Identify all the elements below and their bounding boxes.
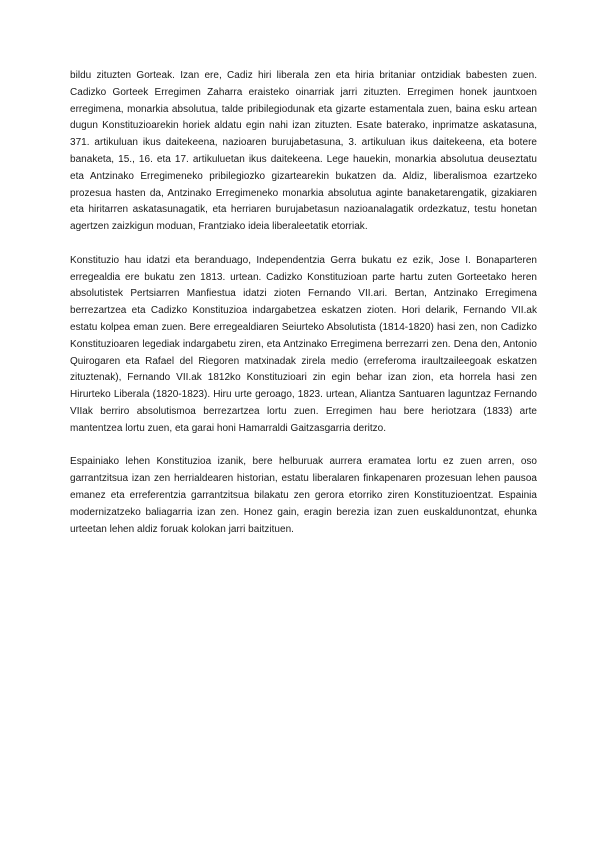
paragraph-1: bildu zituzten Gorteak. Izan ere, Cadiz hiri liberala zen eta hiria britaniar ontzidiak babesten zuen. Cadizko Gorteek Erregimen Zaharra eraisteko oinarriak jarri zituzten. Erregimen honek jauntxoen erregimena, monarkia absolutua, talde pribilegiodunak eta gizarte estamentala zuen, baina esku artean dugun Konstituzioarekin horiek aldatu egin nahi izan zituzten. Esate baterako, inprimatze askatasuna, 371. artikuluan ikus daitekeena, nazioaren burujabetasuna, 3. artikuluan ikus daitekeena, eta botere banaketa, 15., 16. eta 17. artikuluetan ikus daitekeena. Lege hauekin, monarkia absolutua deuseztatu eta Antzinako Erregimeneko pribilegiozko gizartearekin bukatzen da. Aldiz, liberalismoa ezartzeko prozesua hasten da, Antzinako Erregimeneko monarkia absolutua aginte banaketarengatik, gizakiaren eta hiritarren askatasunagatik, eta herriaren burujabetasun nazioanalagatik ordezkatuz, testu honetan agertzen zaizkigun moduan, Frantziako ideia liberaleetatik etorriak. [70, 70, 537, 233]
document-body [70, 68, 537, 555]
paragraph-2: Konstituzio hau idatzi eta beranduago, Independentzia Gerra bukatu ez ezik, Jose I. Bonaparteren erregealdia ere bukatu zen 1813. urtean. Cadizko Konstituzioan parte hartu zuten Gorteetako heren absolutistek Pertsiarren Manfiestua idatzi zioten Fernando VII.ari. Bertan, Antzinako Erregimena berrezartzea eta Cadizko Konstituzioa indargabetzea eskatzen zioten. Hori delarik, Fernando VII.ak estatu kolpea eman zuen. Bere erregealdiaren Seiurteko Absolutista (1814-1820) hasi zen, non Cadizko Konstituzioaren legediak indargabetu ziren, eta Antzinako Erregimena berrezarri zen. Dena den, Antonio Quirogaren eta Rafael del Riegoren matxinadak zirela medio (erreferoma iraultzaileegoak eskatzen zituztenak), Fernando VII.ak 1812ko Konstituzioari zin egin behar izan zion, eta horrela hasi zen Hirurteko Liberala (1820-1823). Hiru urte geroago, 1823. urtean, Aliantza Santuaren laguntzaz Fernando VIIak berriro absolutismoa berrezartzea lortu zuen. Erregimen hau bere heriotzara (1833) arte mantentzea lortu zuen, eta garai honi Hamarraldi Gaitzasgarria deritzo. [70, 254, 537, 434]
paragraph-3: Espainiako lehen Konstituzioa izanik, bere helburuak aurrera eramatea lortu ez zuen arren, oso garrantzitsua izan zen herrialdearen historian, estatu liberalaren finkapenaren prozesuan lehen pausoa emanez eta erreferentzia garrantzitsua bilakatu zen gerora etorriko ziren Konstituzioentzat. Espainia modernizatzeko baliagarria izan zen. Honez gain, eragin berezia izan zuen euskaldunontzat, ehunka urteetan lehen aldiz foruak kolokan jarri baitzituen. [70, 456, 537, 535]
